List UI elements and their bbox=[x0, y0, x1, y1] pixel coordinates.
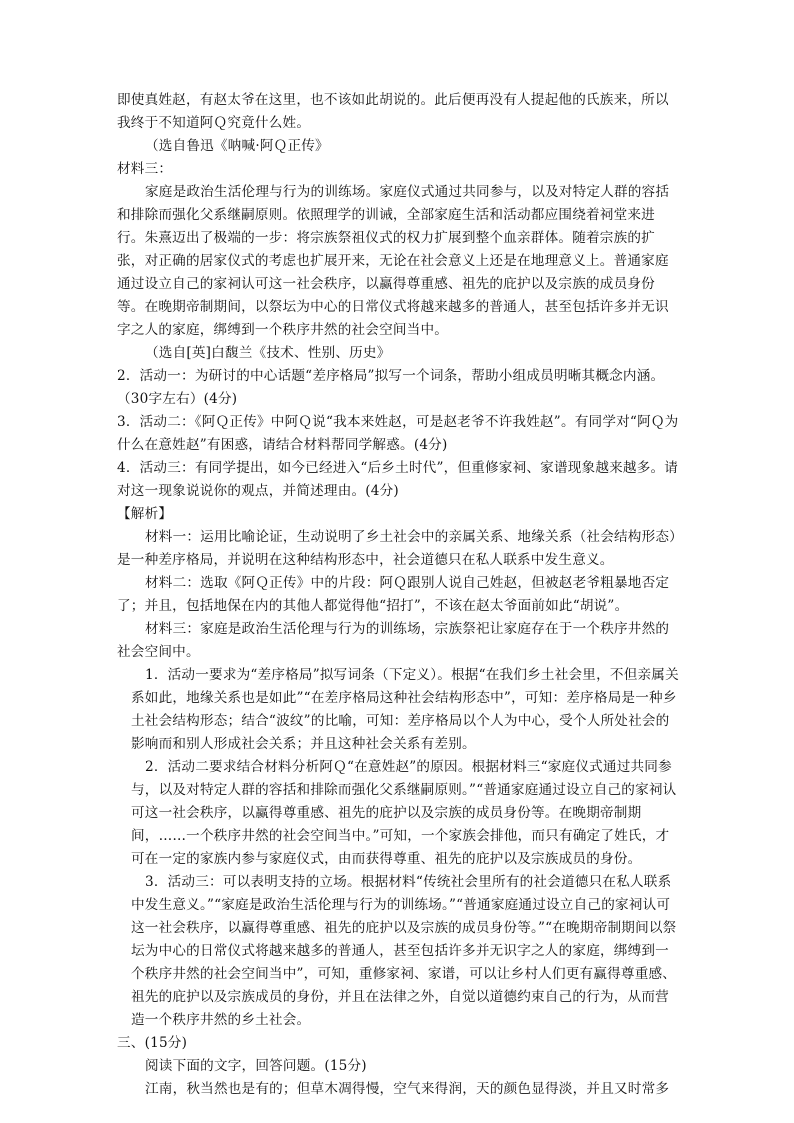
document-page bbox=[117, 89, 681, 1101]
question-2: 2．活动一：为研讨的中心话题“差序格局”拟写一个词条，帮助小组成员明晰其概念内涵。（30字左右）(4分) bbox=[117, 368, 665, 407]
passage-first-line: 江南，秋当然也是有的；但草木凋得慢，空气来得润，天的颜色显得淡，并且又时常多 bbox=[145, 1081, 670, 1097]
analysis-heading: 【解析】 bbox=[117, 506, 173, 522]
reading-instruction: 阅读下面的文字，回答问题。(15分) bbox=[145, 1058, 367, 1074]
answer-activity-1: 1．活动一要求为“差序格局”拟写词条（下定义）。根据“在我们乡土社会里，不但亲属关系如此，地缘关系也是如此”“在差序格局这种社会结构形态中”，可知：差序格局是一种乡土社会结构形态；结合“波纹”的比喻，可知：差序格局以个人为中心，受个人所处社会的影响而和别人形成社会关系；并且这种社会关系有差别。 bbox=[131, 667, 679, 752]
analysis-material-two: 材料二：选取《阿Ｑ正传》中的片段：阿Ｑ跟别人说自己姓赵，但被赵老爷粗暴地否定了；并且，包括地保在内的其他人都觉得他“招打”，不该在赵太爷面前如此“胡说”。 bbox=[117, 575, 670, 614]
section-three-heading: 三、(15分) bbox=[117, 1035, 188, 1051]
answer-activity-3: 3．活动三：可以表明支持的立场。根据材料“传统社会里所有的社会道德只在私人联系中发生意义。”“家庭是政治生活伦理与行为的训练场。”“普通家庭通过设立自己的家祠认可这一社会秩序，以赢得尊重感、祖先的庇护以及宗族的成员身份等。”“在晚期帝制期间以祭坛为中心的日常仪式将越来越多的普通人，甚至包括许多并无识字之人的家庭，绑缚到一个秩序井然的社会空间当中”，可知，重修家祠、家谱，可以让乡村人们更有赢得尊重感、祖先的庇护以及宗族成员的身份，并且在法律之外，自觉以道德约束自己的行为，从而营造一个秩序井然的乡土社会。 bbox=[131, 874, 677, 1028]
paragraph-continuation: 即使真姓赵，有赵太爷在这里，也不该如此胡说的。此后便再没有人提起他的氏族来，所以我终于不知道阿Ｑ究竟什么姓。 bbox=[117, 92, 669, 131]
analysis-material-three: 材料三：家庭是政治生活伦理与行为的训练场，宗族祭祀让家庭存在于一个秩序井然的社会空间中。 bbox=[117, 621, 670, 660]
source-citation-material-three: （选自[英]白馥兰《技术、性别、历史》 bbox=[145, 345, 391, 361]
analysis-material-one: 材料一：运用比喻论证，生动说明了乡土社会中的亲属关系、地缘关系（社会结构形态）是一种差序格局，并说明在这种结构形态中，社会道德只在私人联系中发生意义。 bbox=[117, 529, 677, 568]
material-three-heading: 材料三： bbox=[117, 161, 173, 177]
material-three-body: 家庭是政治生活伦理与行为的训练场。家庭仪式通过共同参与，以及对特定人群的容括和排除而强化父系继嗣原则。依照理学的训诫，全部家庭生活和活动都应围绕着祠堂来进行。朱熹迈出了极端的一步：将宗族祭祖仪式的权力扩展到整个血亲群体。随着宗族的扩张，对正确的居家仪式的考虑也扩展开来，无论在社会意义上还是在地理意义上。普通家庭通过设立自己的家祠认可这一社会秩序，以赢得尊重感、祖先的庇护以及宗族的成员身份等。在晚期帝制期间，以祭坛为中心的日常仪式将越来越多的普通人，甚至包括许多并无识字之人的家庭，绑缚到一个秩序井然的社会空间当中。 bbox=[117, 184, 670, 338]
question-4: 4．活动三：有同学提出，如今已经进入“后乡土时代”，但重修家祠、家谱现象越来越多。请对这一现象说说你的观点，并简述理由。(4分) bbox=[117, 460, 679, 499]
question-3: 3．活动二：《阿Ｑ正传》中阿Ｑ说“我本来姓赵，可是赵老爷不许我姓赵”。有同学对“阿Ｑ为什么在意姓赵”有困惑，请结合材料帮同学解惑。(4分) bbox=[117, 414, 679, 453]
answer-activity-2: 2．活动二要求结合材料分析阿Ｑ“在意姓赵”的原因。根据材料三“家庭仪式通过共同参与，以及对特定人群的容括和排除而强化父系继嗣原则。”“普通家庭通过设立自己的家祠认可这一社会秩序，以赢得尊重感、祖先的庇护以及宗族的成员身份等。在晚期帝制期间，……一个秩序井然的社会空间当中。”可知，一个家族会排他，而只有确定了姓氏，才可在一定的家族内参与家庭仪式，由而获得尊重、祖先的庇护以及宗族成员的身份。 bbox=[131, 759, 677, 867]
source-citation-material-two: （选自鲁迅《呐喊·阿Ｑ正传》 bbox=[145, 138, 329, 154]
